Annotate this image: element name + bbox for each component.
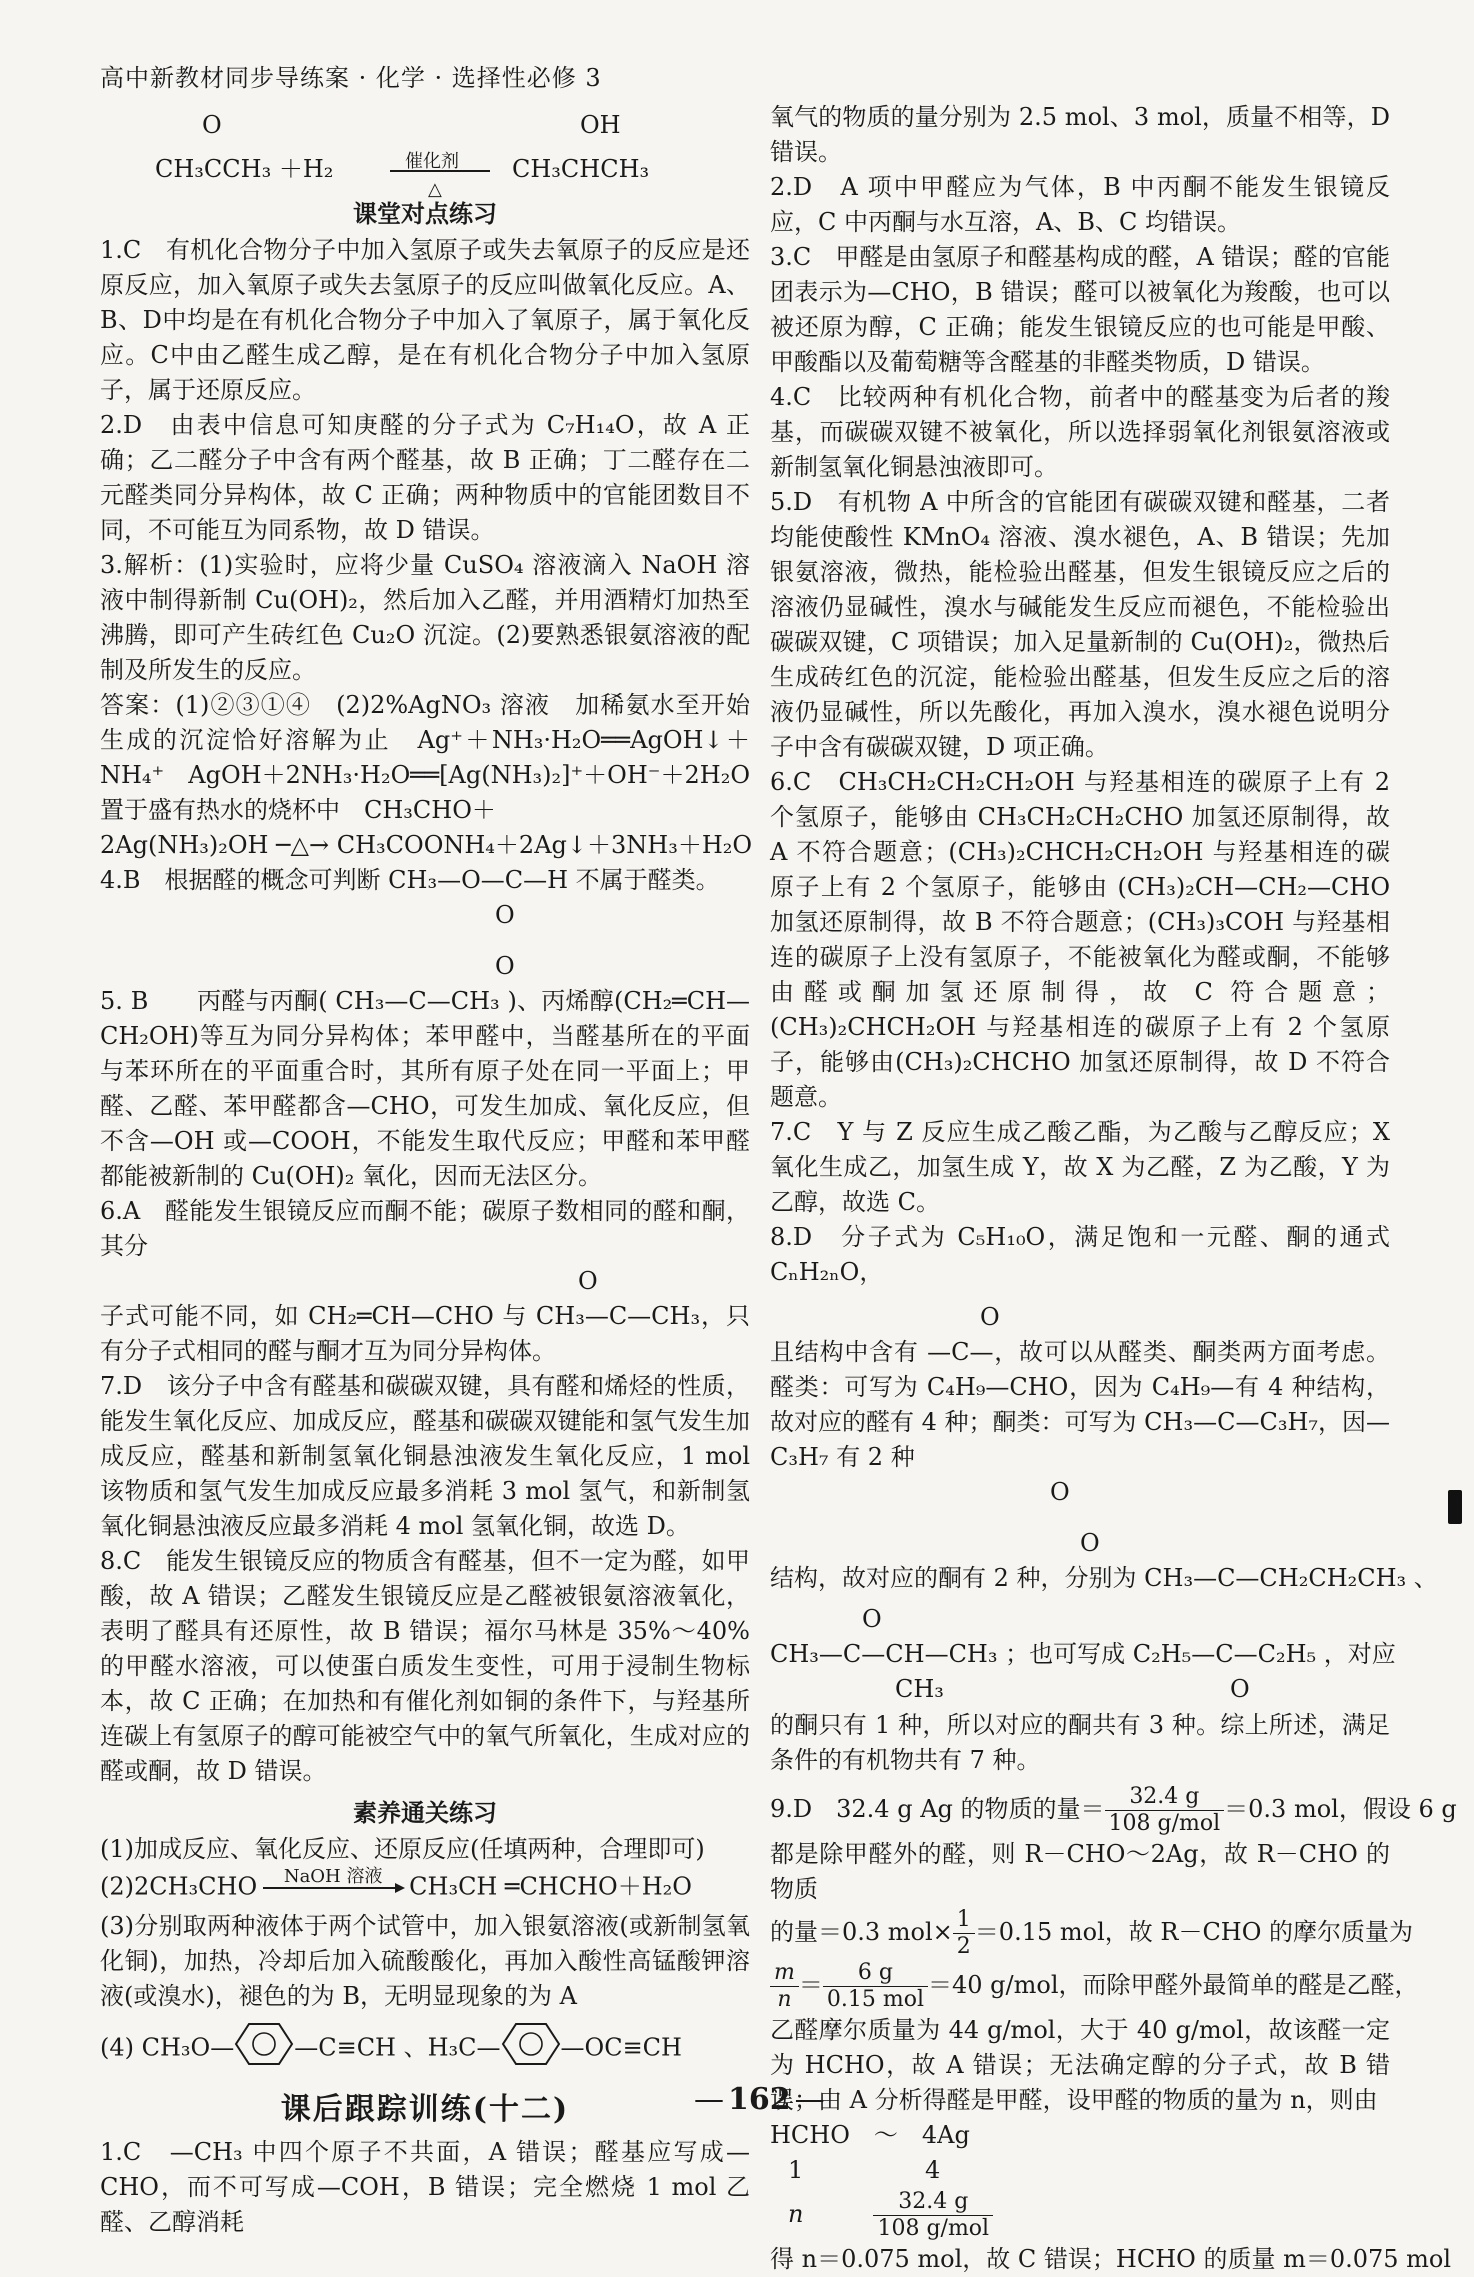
page-edge-mark [1448,1490,1462,1524]
homework-9-a [770,1784,1457,1837]
homework-6: 6.C CH₃CH₂CH₂CH₂OH 与羟基相连的碳原子上有 2 个氢原子，能够由 CH₃CH₂CH₂CHO 加氢还原制得，故 A 不符合题意；(CH₃)₂CHCH₂CH₂OH 与羟基相连的碳原子上有 2 个氢原子，能够由 (CH₃)₂CH—CH₂—CHO 加氢还原制得，故 B 不符合题意；(CH₃)₃COH 与羟基相连的碳原子上没有氢原子，不能被氧化为醛或酮，不能够由醛或酮加氢还原制得，故 C 符合题意；(CH₃)₂CHCH₂OH 与羟基相连的碳原子上有 2 个氢原子，能够由(CH₃)₂CHCHO 加氢还原制得，故 D 不符合题意。 [770,768,1390,1111]
literacy-4-pre: (4) CH₃O— [100,2033,235,2062]
answer-5: 5. B 丙醛与丙酮( CH₃—C—CH₃ )、丙烯醇(CH₂═CH—CH₂OH)等互为同分异构体；苯甲醛中，当醛基所在的平面与苯环所在的平面重合时，其所有原子处在同一平面上；甲醛、乙醛、苯甲醛都含—CHO，可发生加成、氧化反应，但不含—OH 或—COOH，不能发生取代反应；甲醛和苯甲醛都能被新制的 Cu(OH)₂ 氧化，因而无法区分。 [100,987,750,1190]
methyl-branch: CH₃ [895,1675,944,1703]
answer-3-analysis: 3.解析：(1)实验时，应将少量 CuSO₄ 溶液滴入 NaOH 溶液中制得新制 Cu(OH)₂，然后加入乙醛，并用酒精灯加热至沸腾，即可产生砖红色 Cu₂O 沉淀。(2)要熟悉银氨溶液的配制及所发生的反应。 [100,551,750,684]
literacy-2-product: CH₃CH ═CHCHO＋H₂O [409,1872,692,1901]
section-heading-2: 素养通关练习 [353,1798,497,1827]
top-reaction [100,100,750,200]
literacy-4-end: —OC≡CH [560,2033,682,2062]
homework-9-amounts: n $\frac{32.4 g}{\text{108 g/mol}}$ [770,2189,1390,2242]
catalyst-label: 催化剂 [405,151,459,172]
answer-3-equation: 2Ag(NH₃)₂OH ─△→ CH₃COONH₄＋2Ag↓＋3NH₃＋H₂O [100,831,753,859]
homework-1-cont: 氧气的物质的量分别为 2.5 mol、3 mol，质量不相等，D 错误。 [770,103,1390,166]
homework-9-e: $\frac{m}{n}$ ＝ $\frac{6 g}{\text{0.15 mol}}$ ＝40 g/mol，而除甲醛外最简单的醛是乙醛， [770,1960,1390,2013]
homework-8-b-oxygen: O [1050,1478,1070,1506]
homework-9-d: 的量＝0.3 mol× $\frac{1}{2}$ ＝0.15 mol，故 R－CHO 的摩尔质量为 [770,1907,1414,1959]
literacy-3: (3)分别取两种液体于两个试管中，加入银氨溶液(或新制氢氧化铜)，加热，冷却后加入硫酸酸化，再加入酸性高锰酸钾溶液(或溴水)，褪色的为 B，无明显现象的为 A [100,1912,750,2010]
fraction-molar: $\frac{6 g}{\text{0.15 mol}}$ [823,1960,928,2013]
answer-6-cont: 子式可能不同，如 CH₂═CH—CHO 与 CH₃—C—CH₃，只有分子式相同的醛与酮才互为同分异构体。 [100,1302,750,1365]
benzene-ring-icon [234,2022,294,2076]
homework-9-b: ＝0.3 mol，假设 6 g [1224,1795,1457,1823]
fraction-silver: $\frac{32.4 g}{\text{108 g/mol}}$ [1105,1784,1225,1837]
answer-6-oxygen: O [578,1267,598,1295]
literacy-2 [100,1867,750,1909]
ketone-oxygen: O [1230,1675,1250,1703]
section-heading-3: 课后跟踪训练(十二) [280,2092,570,2127]
reactant-o: O [202,111,222,139]
benzene-ring-icon [501,2022,561,2076]
answer-3-key: 答案：(1)②③①④ (2)2%AgNO₃ 溶液 加稀氨水至开始生成的沉淀恰好溶解为止 Ag⁺＋NH₃·H₂O══AgOH↓＋NH₄⁺ AgOH＋2NH₃·H₂O══[Ag(NH₃)₂]⁺＋OH⁻＋2H₂O 置于盛有热水的烧杯中 CH₃CHO＋ [100,691,774,824]
answer-2: 2.D 由表中信息可知庚醛的分子式为 C₇H₁₄O，故 A 正确；乙二醛分子中含有两个醛基，故 B 正确；丁二醛存在二元醛类同分异构体，故 C 正确；两种物质中的官能团数目不同，不可能互为同系物，故 D 错误。 [100,411,750,544]
section-heading-1: 课堂对点练习 [353,199,497,228]
homework-9-ratio: HCHO ～ 4Ag [770,2121,970,2149]
homework-8-d: CH₃—C—CH—CH₃ ；也可写成 C₂H₅—C—C₂H₅ ，对应 [770,1640,1396,1668]
page-header: 高中新教材同步导练案 · 化学 · 选择性必修 3 [100,64,602,92]
right-column [770,100,1457,2277]
homework-8-d-oxygen: O [862,1605,882,1633]
heat-label: △ [428,179,442,200]
homework-8-e: 的酮只有 1 种，所以对应的酮共有 3 种。综上所述，满足条件的有机物共有 7 种。 [770,1711,1390,1774]
homework-1: 1.C —CH₃ 中四个原子不共面，A 错误；醛基应写成—CHO，而不可写成—COH，B 错误；完全燃烧 1 mol 乙醛、乙醇消耗 [100,2138,750,2236]
homework-9-coefficients: 1 4 [788,2156,941,2184]
naoh-arrow [263,1867,403,1909]
homework-9-result: 得 n＝0.075 mol，故 C 错误；HCHO 的质量 m＝0.075 mol [770,2245,1452,2273]
fraction-silver-2: $\frac{32.4 g}{\text{108 g/mol}}$ [873,2189,993,2242]
answer-4: 4.B 根据醛的概念可判断 CH₃—O—C—H 不属于醛类。 [100,866,720,894]
answer-6: 6.A 醛能发生银镜反应而酮不能；碳原子数相同的醛和酮，其分 [100,1197,750,1260]
answer-7: 7.D 该分子中含有醛基和碳碳双键，具有醛和烯烃的性质，能发生氧化反应、加成反应，醛基和碳碳双键能和氢气发生加成反应，醛基和新制氢氧化铜悬浊液发生氧化反应，1 mol 该物质和氢气发生加成反应最多消耗 3 mol 氢气，和新制氢氧化铜悬浊液反应最多消耗 4 mol 氢氧化铜，故选 D。 [100,1372,750,1540]
answer-8: 8.C 能发生银镜反应的物质含有醛基，但不一定为醛，如甲酸，故 A 错误；乙醛发生银镜反应是乙醛被银氨溶液氧化，表明了醛具有还原性，故 B 错误；福尔马林是 35%～40%的甲醛水溶液，可以使蛋白质发生变性，可用于浸制生物标本，故 C 正确；在加热和有催化剂如铜的条件下，与羟基所连碳上有氢原子的醇可能被空气中的氧气所氧化，生成对应的醛或酮，故 D 错误。 [100,1547,750,1785]
homework-8-d-methyl [770,1672,1390,1708]
fraction-half: $\frac{1}{2}$ [953,1907,975,1960]
homework-9-g: 乙醛摩尔质量为 44 g/mol，大于 40 g/mol，故该醛一定为 HCHO，故 A 错误；无法确定醇的分子式，故 B 错误；由 A 分析得醛是甲醛，设甲醛的物质的量为 n，则由 [770,2016,1390,2114]
homework-8-c-oxygen: O [1080,1529,1100,1557]
answer-4-oxygen: O [495,901,515,929]
homework-8: 8.D 分子式为 C₅H₁₀O，满足饱和一元醛、酮的通式 CₙH₂ₙO， [770,1223,1390,1286]
literacy-4 [100,2022,750,2076]
literacy-4-mid: —C≡CH 、H₃C— [294,2033,501,2062]
homework-7: 7.C Y 与 Z 反应生成乙酸乙酯，为乙酸与乙醇反应；X 氧化生成乙，加氢生成 Y，故 X 为乙醛，Z 为乙酸，Y 为乙醇，故选 C。 [770,1118,1390,1216]
homework-9-a-text: 9.D 32.4 g Ag 的物质的量＝ [770,1795,1105,1823]
page-number: — 162 — [690,2082,829,2117]
product: CH₃CHCH₃ [512,155,650,183]
answer-1: 1.C 有机化合物分子中加入氢原子或失去氧原子的反应是还原反应，加入氧原子或失去氢原子的反应叫做氧化反应。A、B、D中均是在有机化合物分子中加入了氧原子，属于氧化反应。C中由乙醛生成乙醇，是在有机化合物分子中加入氢原子，属于还原反应。 [100,236,750,404]
literacy-1: (1)加成反应、氧化反应、还原反应(任填两种，合理即可) [100,1835,705,1863]
homework-8-oxygen: O [980,1303,1000,1331]
homework-2: 2.D A 项中甲醛应为气体，B 中丙酮不能发生银镜反应，C 中丙酮与水互溶，A、B、C 均错误。 [770,173,1390,236]
homework-5: 5.D 有机物 A 中所含的官能团有碳碳双键和醛基，二者均能使酸性 KMnO₄ 溶液、溴水褪色，A、B 错误；先加银氨溶液，微热，能检验出醛基，但发生银镜反应之后的溶液仍显碱性，溴水与碱能发生反应而褪色，不能检验出碳碳双键，C 项错误；加入足量新制的 Cu(OH)₂，微热后生成砖红色的沉淀，能检验出醛基，但发生反应之后的溶液仍显碱性，所以先酸化，再加入溴水，溴水褪色说明分子中含有碳碳双键，D 项正确。 [770,488,1390,761]
homework-8-b: 且结构中含有 —C—，故可以从醛类、酮类两方面考虑。醛类：可写为 C₄H₉—CHO，因为 C₄H₉—有 4 种结构，故对应的醛有 4 种；酮类：可写为 CH₃—C—C₃H₇，因—C₃H₇ 有 2 种 [770,1338,1390,1471]
answer-5-oxygen: O [495,952,515,980]
reactant: CH₃CCH₃ ＋H₂ [155,155,334,183]
product-oh: OH [580,111,621,139]
homework-3: 3.C 甲醛是由氢原子和醛基构成的醛，A 错误；醛的官能团表示为—CHO，B 错误；醛可以被氧化为羧酸，也可以被还原为醇，C 正确；能发生银镜反应的也可能是甲酸、甲酸酯以及葡萄糖等含醛基的非醛类物质，D 错误。 [770,243,1390,376]
homework-9-c: 都是除甲醛外的醛，则 R－CHO～2Ag，故 R－CHO 的物质 [770,1840,1390,1903]
homework-8-c: 结构，故对应的酮有 2 种，分别为 CH₃—C—CH₂CH₂CH₃ 、 [770,1564,1438,1592]
naoh-condition: NaOH 溶液 [283,1866,383,1887]
literacy-2-reactant: (2)2CH₃CHO [100,1872,258,1901]
fraction-m-n: $\frac{m}{n}$ [770,1960,799,2013]
homework-4: 4.C 比较两种有机化合物，前者中的醛基变为后者的羧基，而碳碳双键不被氧化，所以选择弱氧化剂银氨溶液或新制氢氧化铜悬浊液即可。 [770,383,1390,481]
